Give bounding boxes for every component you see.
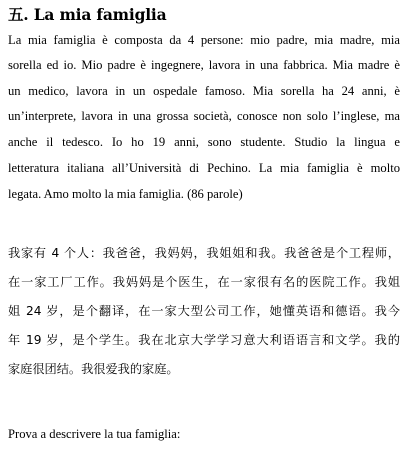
section-title: La mia famiglia <box>33 5 167 24</box>
italian-line: sorella ed io. Mio padre è ingegnere, lavora in una fabbrica. Mia madre è <box>8 58 400 72</box>
chinese-line: 姐 24 岁，是个翻译，在一家大型公司工作，她懂英语和德语。我今 <box>8 304 400 318</box>
chinese-line: 我家有 4 个人：我爸爸，我妈妈，我姐姐和我。我爸爸是个工程师， <box>8 246 400 260</box>
chinese-line: 在一家工厂工作。我妈妈是个医生，在一家很有名的医院工作。我姐 <box>8 275 400 289</box>
section-number: 五. <box>8 5 29 24</box>
chinese-line: 家庭很团结。我很爱我的家庭。 <box>8 362 179 376</box>
exercise-prompt: Prova a descrivere la tua famiglia: <box>8 427 181 441</box>
section-heading <box>8 3 166 25</box>
italian-line: un’interprete, lavora in una grossa società, conosce non solo l’inglese, ma <box>8 109 400 123</box>
chinese-line: 年 19 岁，是个学生。我在北京大学学习意大利语语言和文学。我的 <box>8 333 400 347</box>
italian-line: letteratura italiana all’Università di Pechino. La mia famiglia è molto <box>8 161 400 175</box>
italian-line: anche il tedesco. Io ho 19 anni, sono studente. Studio la lingua e <box>8 135 400 149</box>
italian-line: un medico, lavora in un ospedale famoso. Mia sorella ha 24 anni, è <box>8 84 400 98</box>
italian-line: La mia famiglia è composta da 4 persone: mio padre, mia madre, mia <box>8 33 400 47</box>
italian-line: legata. Amo molto la mia famiglia. (86 parole) <box>8 187 243 201</box>
